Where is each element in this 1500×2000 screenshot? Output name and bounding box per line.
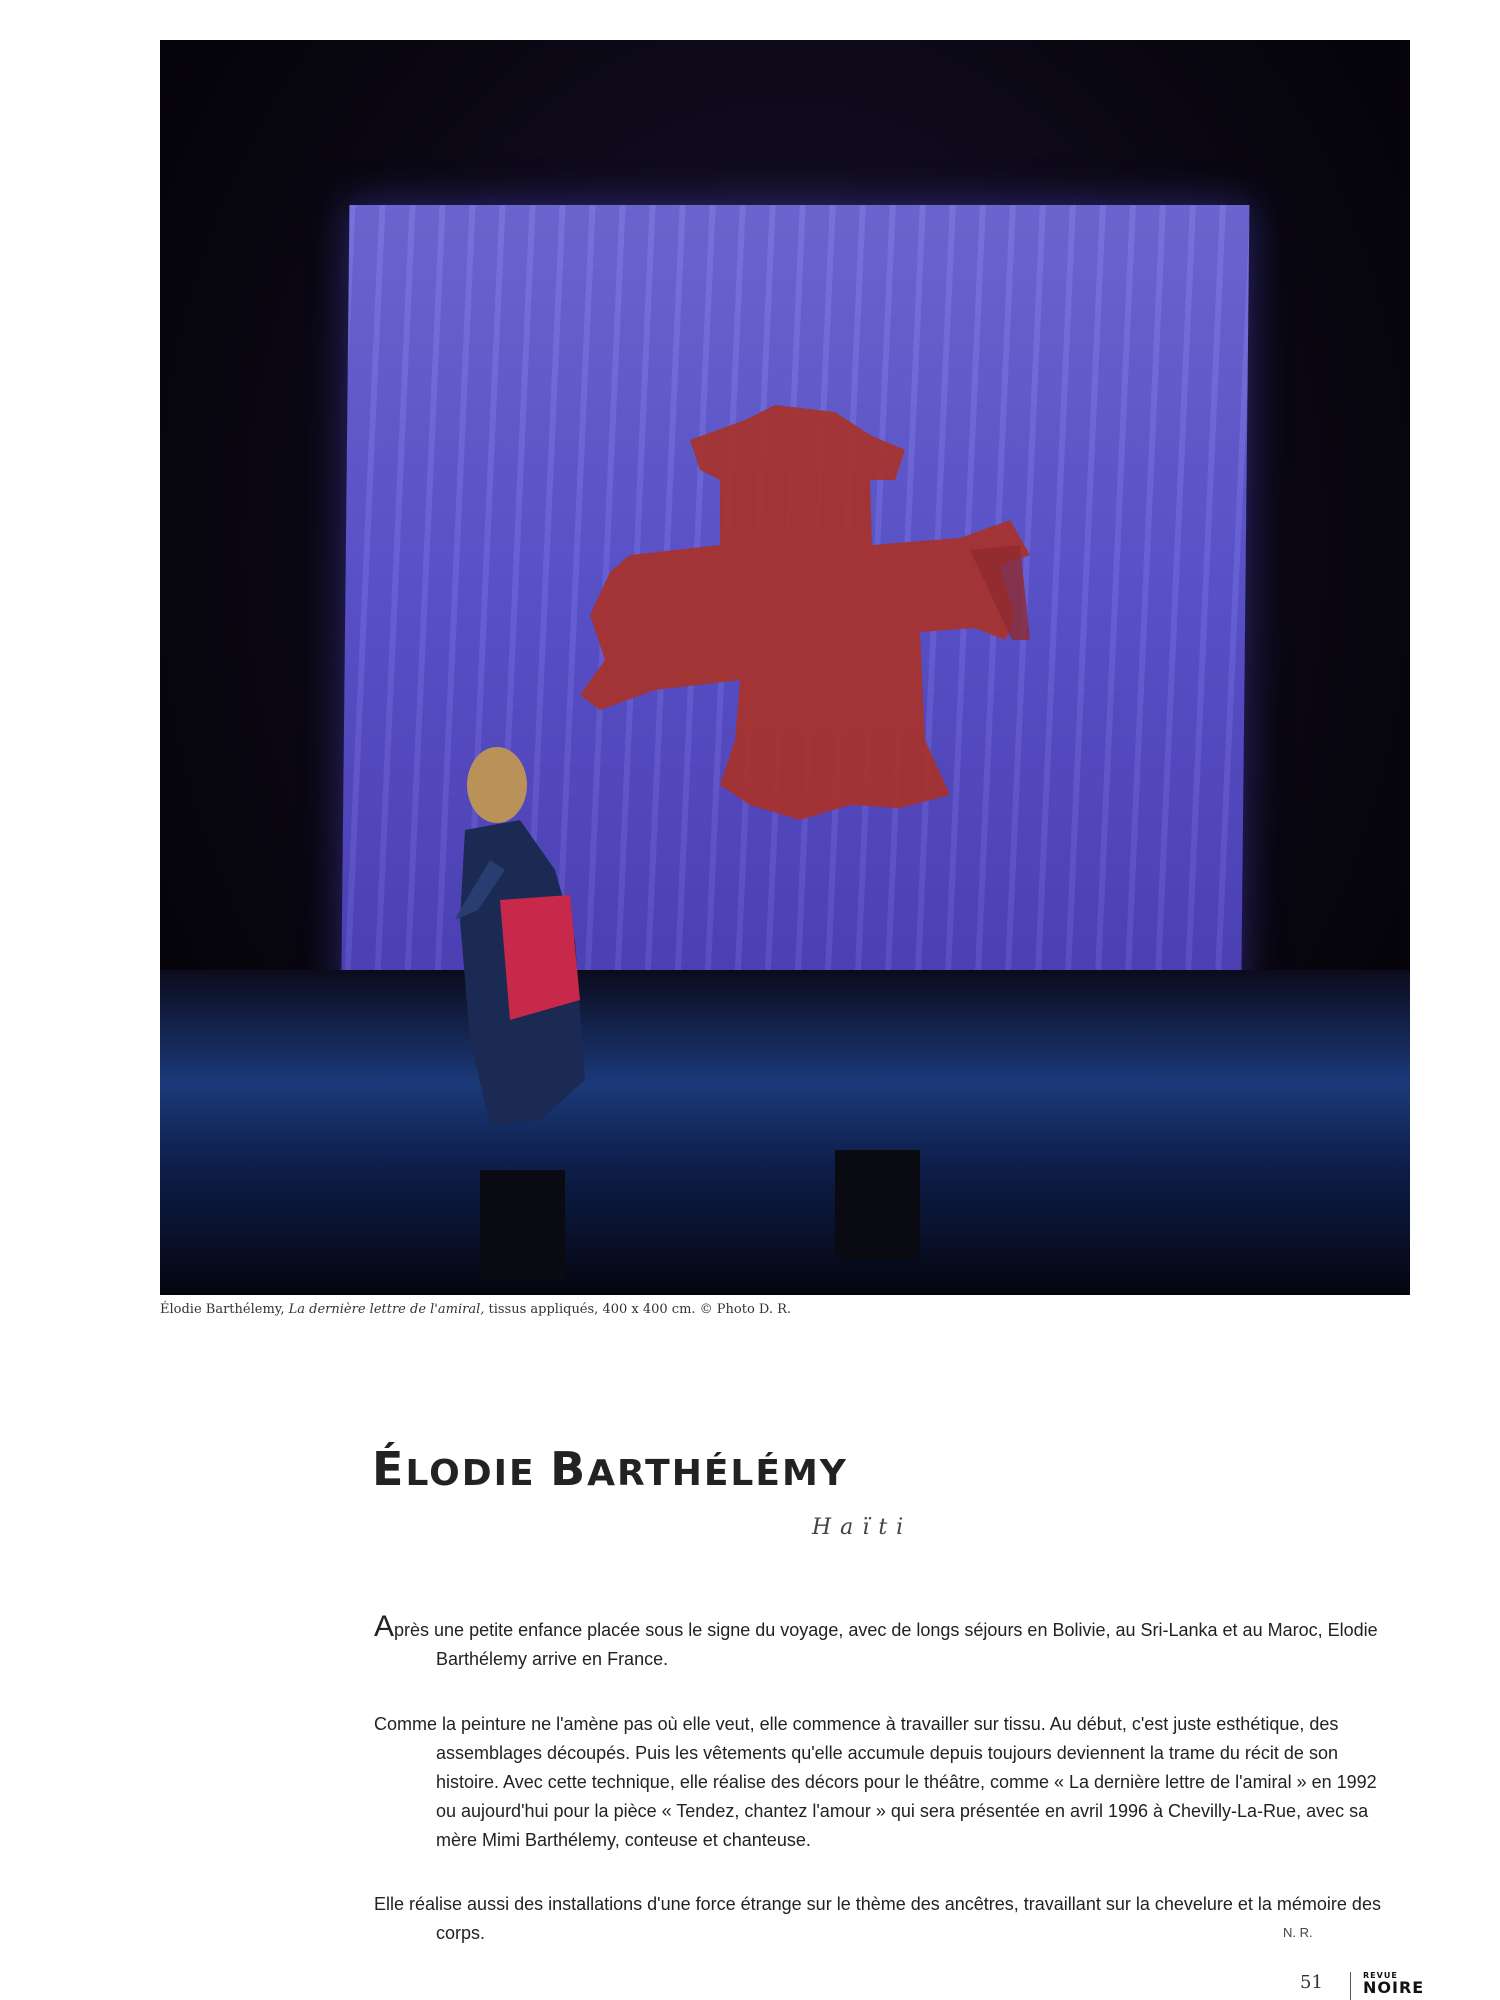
title-initial-last: B [550, 1442, 588, 1496]
paragraph-2 [374, 1710, 1396, 1855]
title-rest-first: LODIE [405, 1453, 551, 1494]
caption-author: Élodie Barthélemy, [160, 1302, 289, 1317]
drop-cap: A [374, 1610, 395, 1643]
performer-figure [160, 40, 1410, 1295]
footer-divider [1350, 1972, 1351, 2000]
paragraph-3-text: Elle réalise aussi des installations d'une force étrange sur le thème des ancêtres, travaillant sur la chevelure et la mémoire des corps. [374, 1894, 1381, 1943]
paragraph-1-text: près une petite enfance placée sous le signe du voyage, avec de longs séjours en Bolivie, au Sri-Lanka et au Maroc, Elodie Barthélemy arrive en France. [394, 1620, 1378, 1669]
article-subtitle: Haïti [812, 1515, 913, 1540]
caption-artwork-title: La dernière lettre de l'amiral, [288, 1302, 485, 1317]
paragraph-1 [374, 1612, 1396, 1674]
theatre-photo [160, 40, 1410, 1295]
title-rest-last: ARTHÉLÉMY [587, 1453, 848, 1494]
logo-line-1: REVUE [1363, 1971, 1398, 1980]
caption-details: tissus appliqués, 400 x 400 cm. © Photo D. R. [484, 1302, 792, 1317]
paragraph-3 [374, 1890, 1396, 1948]
logo-line-2: NOIRE [1363, 1978, 1425, 1997]
photo-caption [160, 1302, 791, 1317]
paragraph-2-text: Comme la peinture ne l'amène pas où elle veut, elle commence à travailler sur tissu. Au début, c'est juste esthétique, des assemblages découpés. Puis les vêtements qu'elle accumule depuis toujours deviennent la trame du récit de son histoire. Avec cette technique, elle réalise des décors pour le théâtre, comme « La dernière lettre de l'amiral » en 1992 ou aujourd'hui pour la pièce « Tendez, chantez l'amour » qui sera présentée en avril 1996 à Chevilly-La-Rue, avec sa mère Mimi Barthélemy, conteuse et chanteuse. [374, 1714, 1377, 1850]
revue-noire-logo [1363, 1971, 1425, 2000]
article-title [372, 1442, 848, 1496]
author-signature: N. R. [1283, 1925, 1313, 1940]
title-initial-first: É [372, 1442, 406, 1496]
page-number: 51 [1300, 1972, 1323, 1993]
